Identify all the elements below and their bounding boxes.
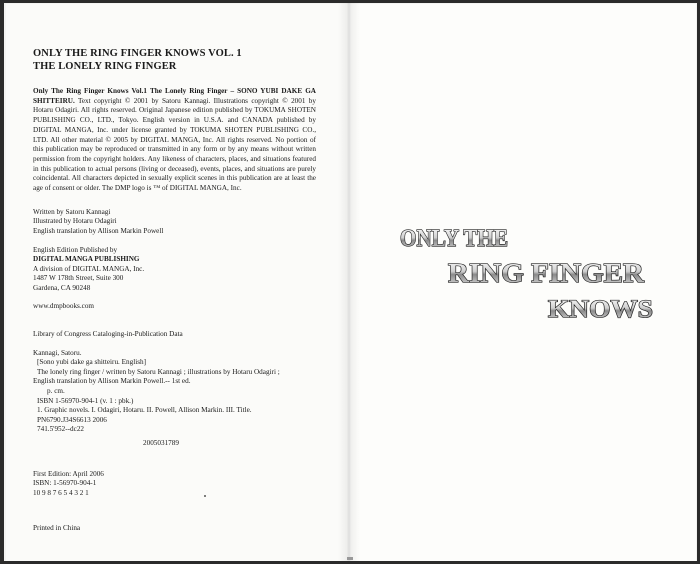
publisher-city: Gardena, CA 90248 bbox=[33, 283, 91, 292]
logo-line3: KNOWS bbox=[548, 296, 653, 323]
book-title-line1: ONLY THE RING FINGER KNOWS VOL. 1 bbox=[33, 48, 242, 59]
publisher-website: www.dmpbooks.com bbox=[33, 302, 95, 311]
cip-lcc: PN6790.J34S6613 2006 bbox=[37, 415, 107, 424]
copyright-notice-title: Only The Ring Finger Knows Vol.1 The Lonely Ring Finger – SONO YUBI DAKE GA SHITTEIRU. bbox=[33, 87, 316, 105]
cip-title-statement-cont: English translation by Allison Markin Powell.-- 1st ed. bbox=[33, 377, 191, 386]
cip-pcm: p. cm. bbox=[47, 387, 65, 396]
cip-ddc: 741.5'952--dc22 bbox=[37, 425, 85, 434]
cip-title-statement: The lonely ring finger / written by Satoru Kannagi ; illustrations by Hotaru Odagiri ; bbox=[37, 367, 280, 376]
book-gutter bbox=[338, 0, 360, 564]
edition-info bbox=[33, 470, 316, 499]
scan-speck bbox=[347, 557, 353, 560]
scan-edge-left bbox=[0, 0, 4, 564]
logo-line1: ONLY THE bbox=[400, 226, 508, 252]
cip-control-number: 2005031789 bbox=[143, 439, 179, 448]
scan-speck bbox=[204, 495, 206, 497]
credits bbox=[33, 208, 316, 237]
edition-isbn: ISBN: 1-56970-904-1 bbox=[33, 479, 97, 488]
printed-in-block bbox=[33, 524, 316, 534]
cip-heading: Library of Congress Cataloging-in-Publication Data bbox=[33, 330, 183, 339]
book-title-line2: THE LONELY RING FINGER bbox=[33, 61, 177, 72]
title-logo bbox=[398, 224, 658, 324]
publisher-intro: English Edition Published by bbox=[33, 245, 118, 254]
publisher-name: DIGITAL MANGA PUBLISHING bbox=[33, 255, 140, 264]
credit-translator: English translation by Allison Markin Powell bbox=[33, 226, 164, 235]
copyright-notice-body: Text copyright © 2001 by Satoru Kannagi. Illustrations copyright © 2001 by Hotaru Odagiri. All rights reserved. Original Japanese edition published by TOKUMA SHOTEN PUBLISHING CO., LTD., Tokyo. English version in U.S.A. and CANADA published by DIGITAL MANGA, Inc. under license granted by TOKUMA SHOTEN PUBLISHING CO., LTD. All other material © 2005 by DIGITAL MANGA, Inc. All rights reserved. No portion of this publication may be reproduced or transmitted in any form or by any means without written permission from the copyright holders. Any likeness of characters, places, and situations featured in this publication to actual persons (living or deceased), events, places, and situations are purely coincidental. All characters depicted in sexually explicit scenes in this publication are at least the age of consent or older. The DMP logo is ™ of DIGITAL MANGA, Inc. bbox=[33, 96, 316, 193]
scan-edge-top bbox=[0, 0, 700, 3]
publisher-info bbox=[33, 246, 316, 294]
cip-author: Kannagi, Satoru. bbox=[33, 348, 82, 357]
cip-data bbox=[33, 349, 316, 449]
copyright-content bbox=[33, 47, 316, 534]
logo-line2: RING FINGER bbox=[448, 258, 645, 288]
copyright-notice bbox=[33, 87, 316, 194]
credit-writer: Written by Satoru Kannagi bbox=[33, 207, 111, 216]
printing-line: 10 9 8 7 6 5 4 3 2 1 bbox=[33, 488, 89, 497]
cip-isbn: ISBN 1-56970-904-1 (v. 1 : pbk.) bbox=[37, 396, 134, 405]
website-block bbox=[33, 302, 316, 312]
publisher-division: A division of DIGITAL MANGA, Inc. bbox=[33, 264, 145, 273]
cip-subjects: 1. Graphic novels. I. Odagiri, Hotaru. II. Powell, Allison Markin. III. Title. bbox=[37, 406, 252, 415]
publisher-street: 1487 W 178th Street, Suite 300 bbox=[33, 274, 124, 283]
printed-in: Printed in China bbox=[33, 524, 81, 533]
cip-original-title: [Sono yubi dake ga shitteiru. English] bbox=[37, 358, 146, 367]
edition-date: First Edition: April 2006 bbox=[33, 469, 104, 478]
cip-heading-block bbox=[33, 330, 316, 340]
credit-illustrator: Illustrated by Hotaru Odagiri bbox=[33, 217, 117, 226]
